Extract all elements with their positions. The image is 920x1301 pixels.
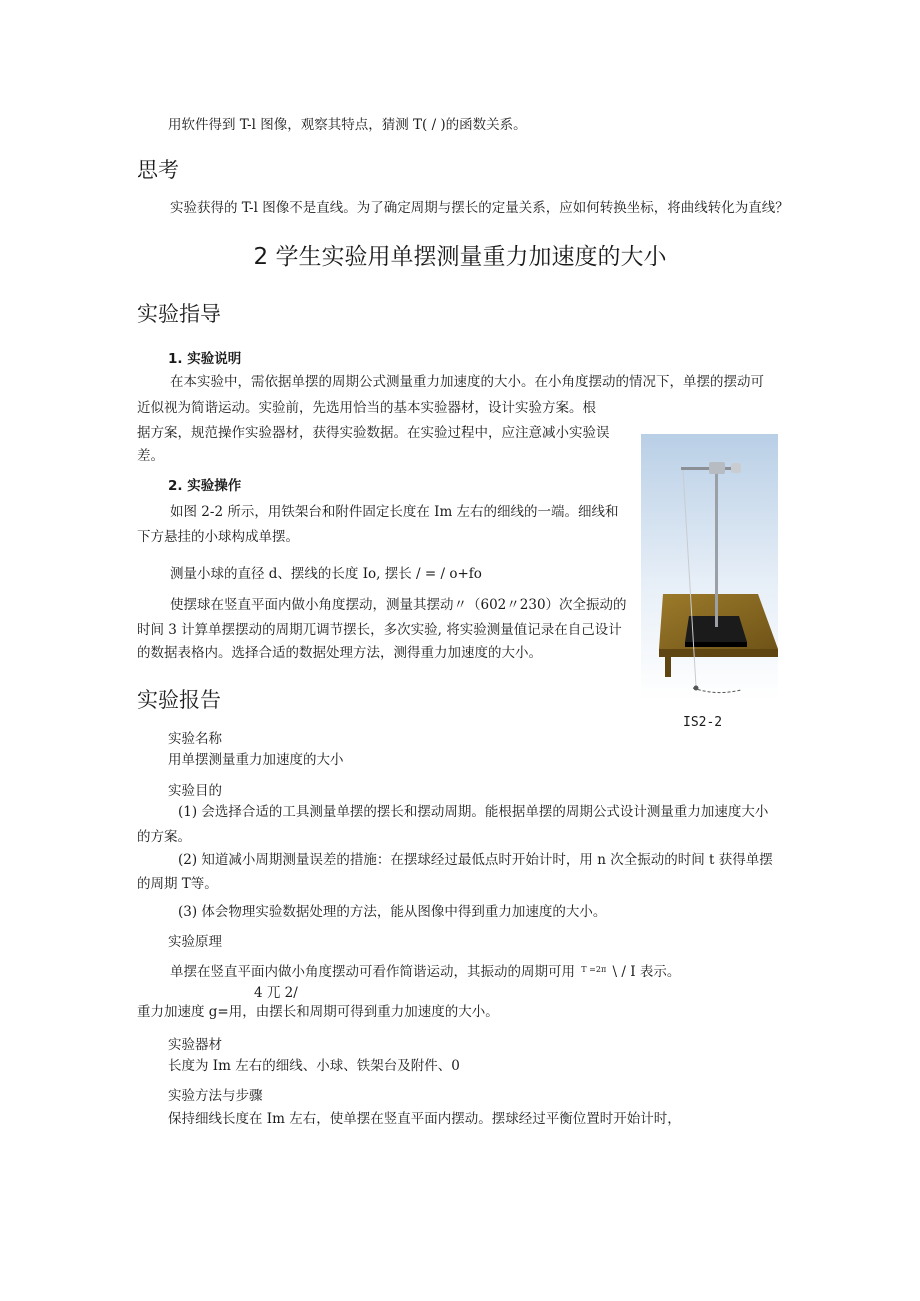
guide-heading: 实验指导 [137,302,221,326]
guide-s2-line1: 如图 2-2 所示，用铁架台和附件固定长度在 Im 左右的细线的一端。细线和 [170,504,619,520]
guide-s2-line5: 时间 3 计算单摆摆动的周期兀调节摆长，多次实验, 将实验测量值记录在自己设计 [137,622,622,638]
purpose-2-line1: (2) 知道减小周期测量误差的措施：在摆球经过最低点时开始计时，用 n 次全振动的时间 t 获得单摆 [178,852,773,868]
gravity-formula-numerator: 4 兀 2/ [254,985,298,1001]
pendulum-figure [641,434,778,700]
figure-background [641,434,778,700]
guide-s2-line2: 下方悬挂的小球构成单摆。 [137,529,299,545]
purpose-2-line2: 的周期 T等。 [137,876,218,892]
period-formula: T =2π [581,965,607,974]
figure-caption: IS2-2 [683,715,723,730]
purpose-3: (3) 体会物理实验数据处理的方法，能从图像中得到重力加速度的大小。 [178,904,607,920]
principle-heading: 实验原理 [168,934,222,950]
experiment-name-heading: 实验名称 [168,731,222,747]
table-leg-left [665,657,671,677]
guide-s1-line1: 在本实验中，需依据单摆的周期公式测量重力加速度的大小。在小角度摆动的情况下，单摆的摆动可 [170,374,764,390]
purpose-1-line2: 的方案。 [137,829,191,845]
method-text: 保持细线长度在 Im 左右，使单摆在竖直平面内摆动。摆球经过平衡位置时开始计时， [168,1111,681,1127]
report-heading: 实验报告 [137,688,221,712]
intro-line: 用软件得到 T-l 图像，观察其特点，猜测 T( / )的函数关系。 [168,117,527,133]
guide-s1-line3: 据方案，规范操作实验器材，获得实验数据。在实验过程中，应注意减小实验误 [137,425,610,441]
guide-section2-heading: 2. 实验操作 [168,478,242,494]
think-text: 实验获得的 T-l 图像不是直线。为了确定周期与摆长的定量关系，应如何转换坐标，将曲线转化为直线？ [170,200,789,216]
principle-line1-text: 单摆在竖直平面内做小角度摆动可看作简谐运动，其振动的周期可用 [170,964,575,980]
pendulum-bob [694,686,699,691]
page-title: 2 学生实验用单摆测量重力加速度的大小 [253,244,667,270]
stand-rod [715,462,718,627]
method-heading: 实验方法与步骤 [168,1088,263,1104]
guide-s2-line3: 测量小球的直径 d、摆线的长度 Io, 摆长 / = / o+fo [170,566,482,582]
purpose-heading: 实验目的 [168,783,222,799]
arm-knob [731,463,741,473]
guide-s1-line4: 差。 [137,448,164,464]
guide-s2-line6: 的数据表格内。选择合适的数据处理方法，测得重力加速度的大小。 [137,645,542,661]
equipment-text: 长度为 Im 左右的细线、小球、铁架台及附件、0 [168,1058,460,1074]
table-front [659,649,778,657]
guide-section1-heading: 1. 实验说明 [168,351,242,367]
equipment-heading: 实验器材 [168,1037,222,1053]
stand-base-front [685,642,747,647]
principle-line2: 重力加速度 g=用，由摆长和周期可得到重力加速度的大小。 [137,1004,499,1020]
principle-line1 [170,961,680,981]
guide-s2-line4: 使摆球在竖直平面内做小角度摆动，测量其摆动〃（602〃230）次全振动的 [170,597,627,613]
arm-clamp [709,462,725,474]
principle-line1-tail: \ / I 表示。 [612,964,681,980]
think-heading: 思考 [137,158,179,182]
purpose-1-line1: (1) 会选择合适的工具测量单摆的摆长和摆动周期。能根据单摆的周期公式设计测量重力加速度大小 [178,804,769,820]
experiment-name-text: 用单摆测量重力加速度的大小 [168,752,344,768]
guide-s1-line2: 近似视为简谐运动。实验前，先选用恰当的基本实验器材，设计实验方案。根 [137,400,596,416]
